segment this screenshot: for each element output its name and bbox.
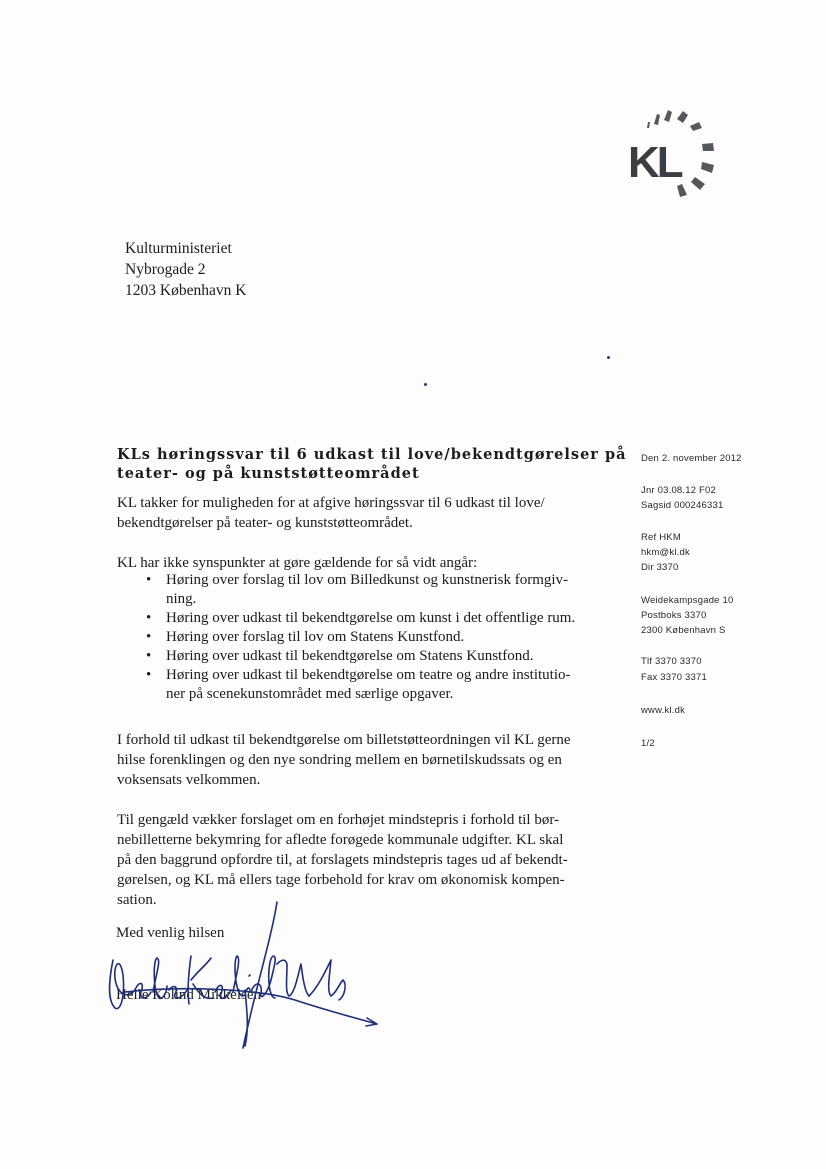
no-comments-paragraph (117, 553, 607, 573)
reference: Ref HKM (641, 532, 681, 543)
recipient-name: Kulturministeriet (125, 240, 232, 257)
text-line: Til gengæld vækker forslaget om en forhøjet mindstepris i forhold til bør- (117, 812, 560, 828)
subject-heading (117, 445, 627, 483)
sender-postbox: Postboks 3370 (641, 610, 707, 621)
page-number: 1/2 (641, 738, 655, 749)
list-item (117, 666, 575, 704)
logo-text: KL (628, 138, 681, 187)
intro-paragraph (117, 493, 607, 533)
sender-street: Weidekampsgade 10 (641, 595, 734, 606)
letter-date: Den 2. november 2012 (641, 453, 742, 464)
bullet-list (117, 571, 575, 704)
signer-name: Helle Kolind Mikkelsen (116, 987, 261, 1003)
handwritten-signature (95, 900, 395, 1050)
website: www.kl.dk (641, 705, 686, 716)
subject-line: teater- og på kunststøtteområdet (117, 465, 420, 482)
text-line: Høring over forslag til lov om Billedkunst og kunstnerisk formgiv- (166, 572, 569, 588)
recipient-address (125, 238, 246, 301)
text-line: voksensats velkommen. (117, 772, 261, 788)
contact-email: hkm@kl.dk (641, 547, 690, 558)
text-line: Høring over udkast til bekendtgørelse om Statens Kunstfond. (166, 648, 534, 664)
text-line: ning. (166, 591, 197, 607)
text-line: hilse forenklingen og den nye sondring mellem en børnetilskudssats og en (117, 752, 562, 768)
list-item (117, 647, 575, 666)
journal-number: Jnr 03.08.12 F02 (641, 485, 717, 496)
text-line: I forhold til udkast til bekendtgørelse om billetstøtteordningen vil KL gerne (117, 732, 571, 748)
bullet-mark: • (146, 667, 152, 683)
kl-logo (622, 104, 732, 214)
fax-number: Fax 3370 3371 (641, 672, 707, 683)
sender-city: 2300 København S (641, 625, 726, 636)
closing-text: Med venlig hilsen (116, 925, 225, 941)
text-line: ner på scenekunstområdet med særlige opgaver. (166, 686, 454, 702)
recipient-city: 1203 København K (125, 282, 247, 299)
price-paragraph (117, 810, 607, 910)
phone-number: Tlf 3370 3370 (641, 656, 702, 667)
bullet-mark: • (146, 648, 152, 664)
bullet-mark: • (146, 572, 152, 588)
text-line: Høring over udkast til bekendtgørelse om kunst i det offentlige rum. (166, 610, 576, 626)
recipient-street: Nybrogade 2 (125, 261, 206, 278)
text-line: bekendtgørelser på teater- og kunststøtteområdet. (117, 515, 413, 531)
text-line: KL takker for muligheden for at afgive høringssvar til 6 udkast til love/ (117, 495, 545, 511)
text-line: Høring over udkast til bekendtgørelse om teatre og andre institutio- (166, 667, 571, 683)
text-line: nebilletterne bekymring for afledte forøgede kommunale udgifter. KL skal (117, 832, 564, 848)
subject-line: KLs høringssvar til 6 udkast til love/bekendtgørelser på (117, 446, 627, 463)
text-line: gørelsen, og KL må ellers tage forbehold for krav om økonomisk kompen- (117, 872, 565, 888)
list-item (117, 571, 575, 609)
text-line: sation. (117, 892, 157, 908)
bullet-mark: • (146, 629, 152, 645)
text-line: på den baggrund opfordre til, at forslagets mindstepris tages ud af bekendt- (117, 852, 568, 868)
ticket-paragraph (117, 730, 607, 790)
bullet-mark: • (146, 610, 152, 626)
case-id: Sagsid 000246331 (641, 500, 724, 511)
text-line: KL har ikke synspunkter at gøre gældende for så vidt angår: (117, 555, 478, 571)
direct-phone: Dir 3370 (641, 562, 679, 573)
list-item (117, 628, 575, 647)
text-line: Høring over forslag til lov om Statens Kunstfond. (166, 629, 465, 645)
scan-speck (424, 383, 427, 386)
list-item (117, 609, 575, 628)
scan-speck (607, 356, 610, 359)
